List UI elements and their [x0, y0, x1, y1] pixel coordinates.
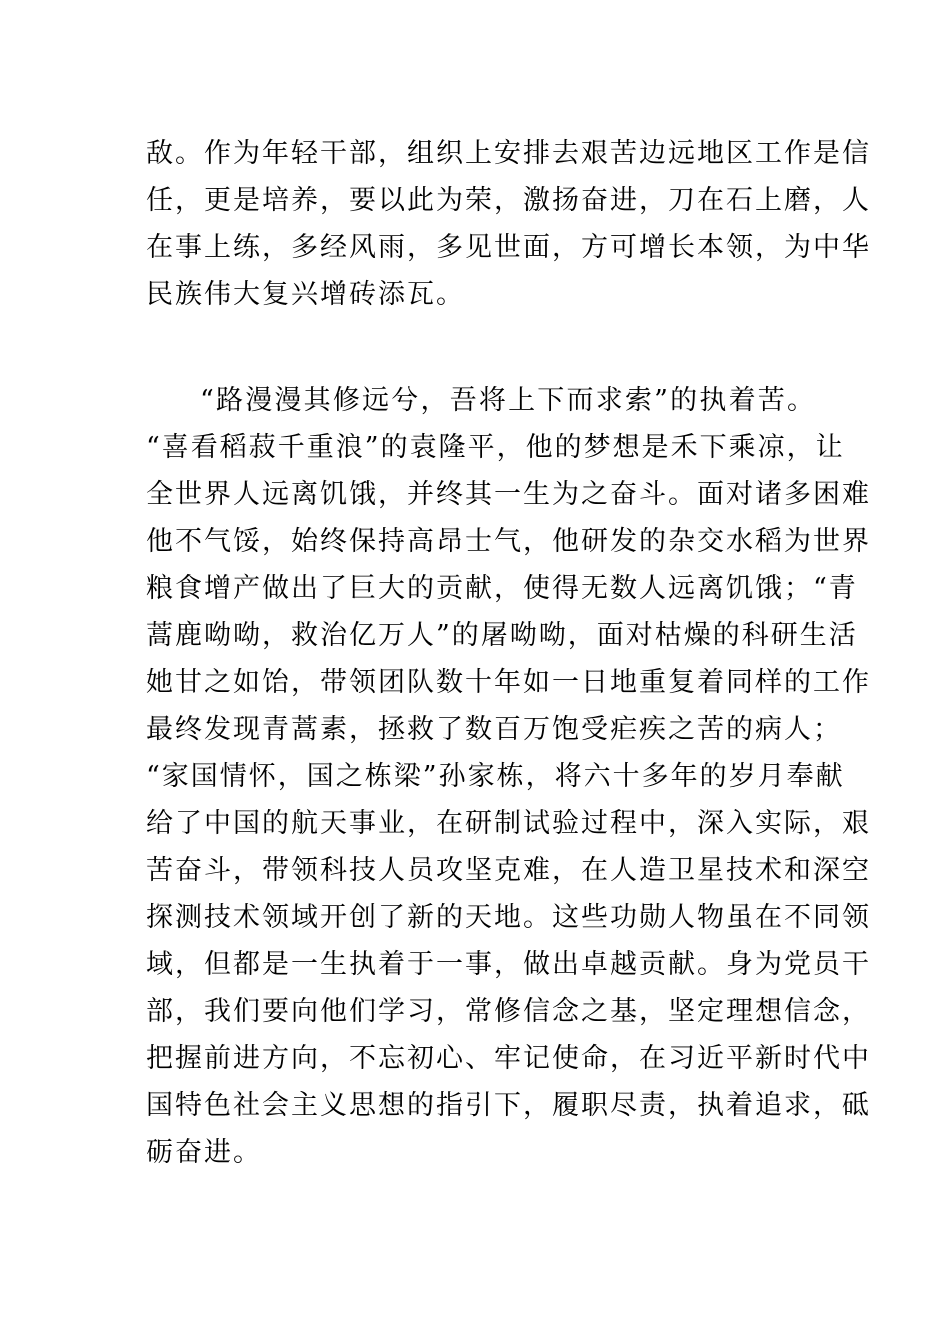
paragraph-line: “喜看稻菽千重浪”的袁隆平，他的梦想是禾下乘凉，让 [146, 432, 845, 463]
paragraph-line: 在事上练，多经风雨，多见世面，方可增长本领，为中华 [146, 232, 871, 263]
paragraph-line: 蒿鹿呦呦，救治亿万人”的屠呦呦，面对枯燥的科研生活 [146, 620, 858, 651]
paragraph-line: 敌。作为年轻干部，组织上安排去艰苦边远地区工作是信 [146, 138, 871, 169]
paragraph-line: 民族伟大复兴增砖添瓦。 [146, 279, 465, 310]
paragraph-line: 部，我们要向他们学习，常修信念之基，坚定理想信念， [146, 996, 871, 1027]
paragraph-line: 粮食增产做出了巨大的贡献，使得无数人远离饥饿；“青 [146, 573, 858, 604]
paragraph-line: 苦奋斗，带领科技人员攻坚克难，在人造卫星技术和深空 [146, 855, 871, 886]
paragraph-line: 给了中国的航天事业，在研制试验过程中，深入实际，艰 [146, 808, 871, 839]
paragraph-line: 最终发现青蒿素，拯救了数百万饱受疟疾之苦的病人； [146, 714, 842, 745]
paragraph-line: 任，更是培养，要以此为荣，激扬奋进，刀在石上磨，人 [146, 185, 871, 216]
paragraph-line: 砺奋进。 [146, 1137, 262, 1168]
paragraph-line: 域，但都是一生执着于一事，做出卓越贡献。身为党员干 [146, 949, 871, 980]
paragraph-line: “路漫漫其修远兮，吾将上下而求索”的执着苦。 [200, 385, 816, 416]
paragraph-line: 国特色社会主义思想的指引下，履职尽责，执着追求，砥 [146, 1090, 871, 1121]
paragraph-line: 把握前进方向，不忘初心、牢记使命，在习近平新时代中 [146, 1043, 871, 1074]
paragraph-line: 他不气馁，始终保持高昂士气，他研发的杂交水稻为世界 [146, 526, 871, 557]
paragraph-line: 她甘之如饴，带领团队数十年如一日地重复着同样的工作 [146, 667, 871, 698]
paragraph-line: 探测技术领域开创了新的天地。这些功勋人物虽在不同领 [146, 902, 871, 933]
paragraph-line: 全世界人远离饥饿，并终其一生为之奋斗。面对诸多困难 [146, 479, 871, 510]
paragraph-line: “家国情怀，国之栋梁”孙家栋，将六十多年的岁月奉献 [146, 761, 845, 792]
